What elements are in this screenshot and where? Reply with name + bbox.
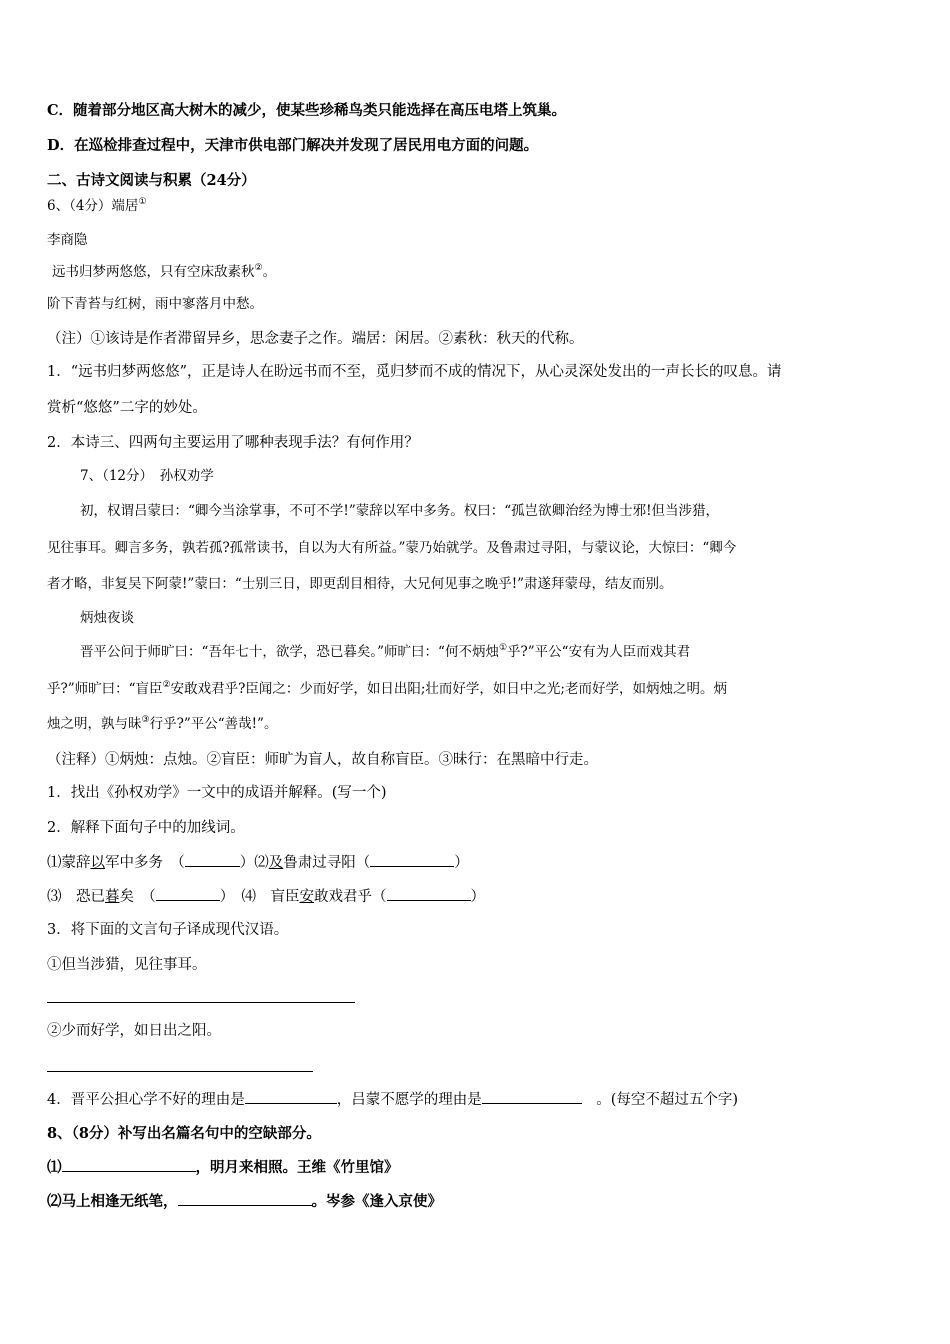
answer-blank[interactable] (370, 852, 454, 867)
q8-line2: ⑵马上相逢无纸笔， 。岑参《逢入京使》 (47, 1193, 442, 1210)
answer-blank[interactable] (156, 886, 220, 901)
underlined-word: 以 (90, 855, 105, 871)
answer-line[interactable] (47, 1071, 313, 1072)
q7-text-line1: 初，权谓吕蒙曰：“卿今当涂掌事，不可不学!”蒙辞以军中多务。权曰：“孤岂欲卿治经为博士邪!但当涉猎， (80, 503, 720, 519)
q6-question1: 1．“远书归梦两悠悠”，正是诗人在盼远书而不至，觅归梦而不成的情况下，从心灵深处发出的一声长长的叹息。请 (47, 364, 782, 380)
option-c: C．随着部分地区高大树木的减少，使某些珍稀鸟类只能选择在高压电塔上筑巢。 (47, 102, 567, 119)
q7-q3-sentence2: ②少而好学，如日出之阳。 (47, 1023, 221, 1039)
q7-question4: 4．晋平公担心学不好的理由是 ，吕蒙不愿学的理由是 。(每空不超过五个字) (47, 1089, 738, 1110)
underlined-word: 安 (299, 889, 314, 905)
q7-q2-items-row2: ⑶ 恐已暮矣 （ ） ⑷ 盲臣安敢戏君乎（ ） (47, 886, 485, 907)
q6-question2: 2．本诗三、四两句主要运用了哪种表现手法？有何作用？ (47, 435, 419, 451)
q7-text2-line2: 乎?”师旷曰：“盲臣②安敢戏君乎?臣闻之：少而好学，如日出阳;壮而好学，如日中之光;老而好学，如炳烛之明。炳 (47, 680, 727, 697)
underlined-word: 及 (268, 855, 284, 871)
answer-line[interactable] (47, 1002, 355, 1003)
q7-text2-line3: 烛之明，孰与昧③行乎?”平公“善哉!”。 (47, 715, 278, 732)
answer-blank[interactable] (185, 852, 240, 867)
q6-author: 李商隐 (47, 232, 88, 248)
q8-header: 8、（8分）补写出名篇名句中的空缺部分。 (47, 1125, 321, 1142)
answer-blank[interactable] (178, 1191, 312, 1206)
q7-text2-line1: 晋平公问于师旷曰：“吾年七十，欲学，恐已暮矣。”师旷曰：“何不炳烛①乎?”平公“安有为人臣而戏其君 (80, 643, 691, 660)
q7-question1: 1．找出《孙权劝学》一文中的成语并解释。(写一个) (47, 785, 387, 801)
answer-blank[interactable] (245, 1089, 337, 1104)
answer-blank[interactable] (387, 886, 471, 901)
underlined-word: 暮 (105, 889, 120, 905)
q7-text-line3: 者才略，非复吴下阿蒙!”蒙曰：“士别三日，即更刮目相待，大兄何见事之晚乎!”肃遂拜蒙母，结友而别。 (47, 576, 673, 592)
q7-text-line2: 见往事耳。卿言多务，孰若孤?孤常读书，自以为大有所益。”蒙乃始就学。及鲁肃过寻阳，与蒙议论，大惊曰：“卿今 (47, 540, 737, 556)
section-title: 二、古诗文阅读与积累（24分） (47, 172, 256, 189)
q7-header: 7、（12分） 孙权劝学 (80, 468, 214, 484)
q6-poem-line2: 阶下青苔与红树，雨中寥落月中愁。 (47, 296, 263, 312)
option-d: D．在巡检排查过程中，天津市供电部门解决并发现了居民用电方面的问题。 (47, 137, 539, 154)
q7-q3-sentence1: ①但当涉猎，见往事耳。 (47, 957, 207, 973)
answer-blank[interactable] (62, 1157, 196, 1172)
q7-subtitle: 炳烛夜谈 (80, 610, 134, 626)
q7-note: （注释）①炳烛：点烛。②盲臣：师旷为盲人，故自称盲臣。③昧行：在黑暗中行走。 (47, 752, 598, 768)
q7-question3: 3．将下面的文言句子译成现代汉语。 (47, 922, 289, 938)
q7-q2-items-row1: ⑴蒙辞以军中多务 （ ）⑵及鲁肃过寻阳（ ） (47, 852, 469, 873)
answer-blank[interactable] (482, 1089, 582, 1104)
q6-question1-cont: 赏析“悠悠”二字的妙处。 (47, 400, 207, 416)
q8-line1: ⑴ ，明月来相照。王维《竹里馆》 (47, 1159, 399, 1176)
q6-poem-line1: 远书归梦两悠悠，只有空床敌素秋②。 (52, 263, 277, 280)
q7-question2: 2．解释下面句子中的加线词。 (47, 820, 245, 836)
q6-note: （注）①该诗是作者滞留异乡，思念妻子之作。端居：闲居。②素秋：秋天的代称。 (47, 331, 584, 347)
q6-header: 6、（4分）端居① (47, 197, 147, 214)
